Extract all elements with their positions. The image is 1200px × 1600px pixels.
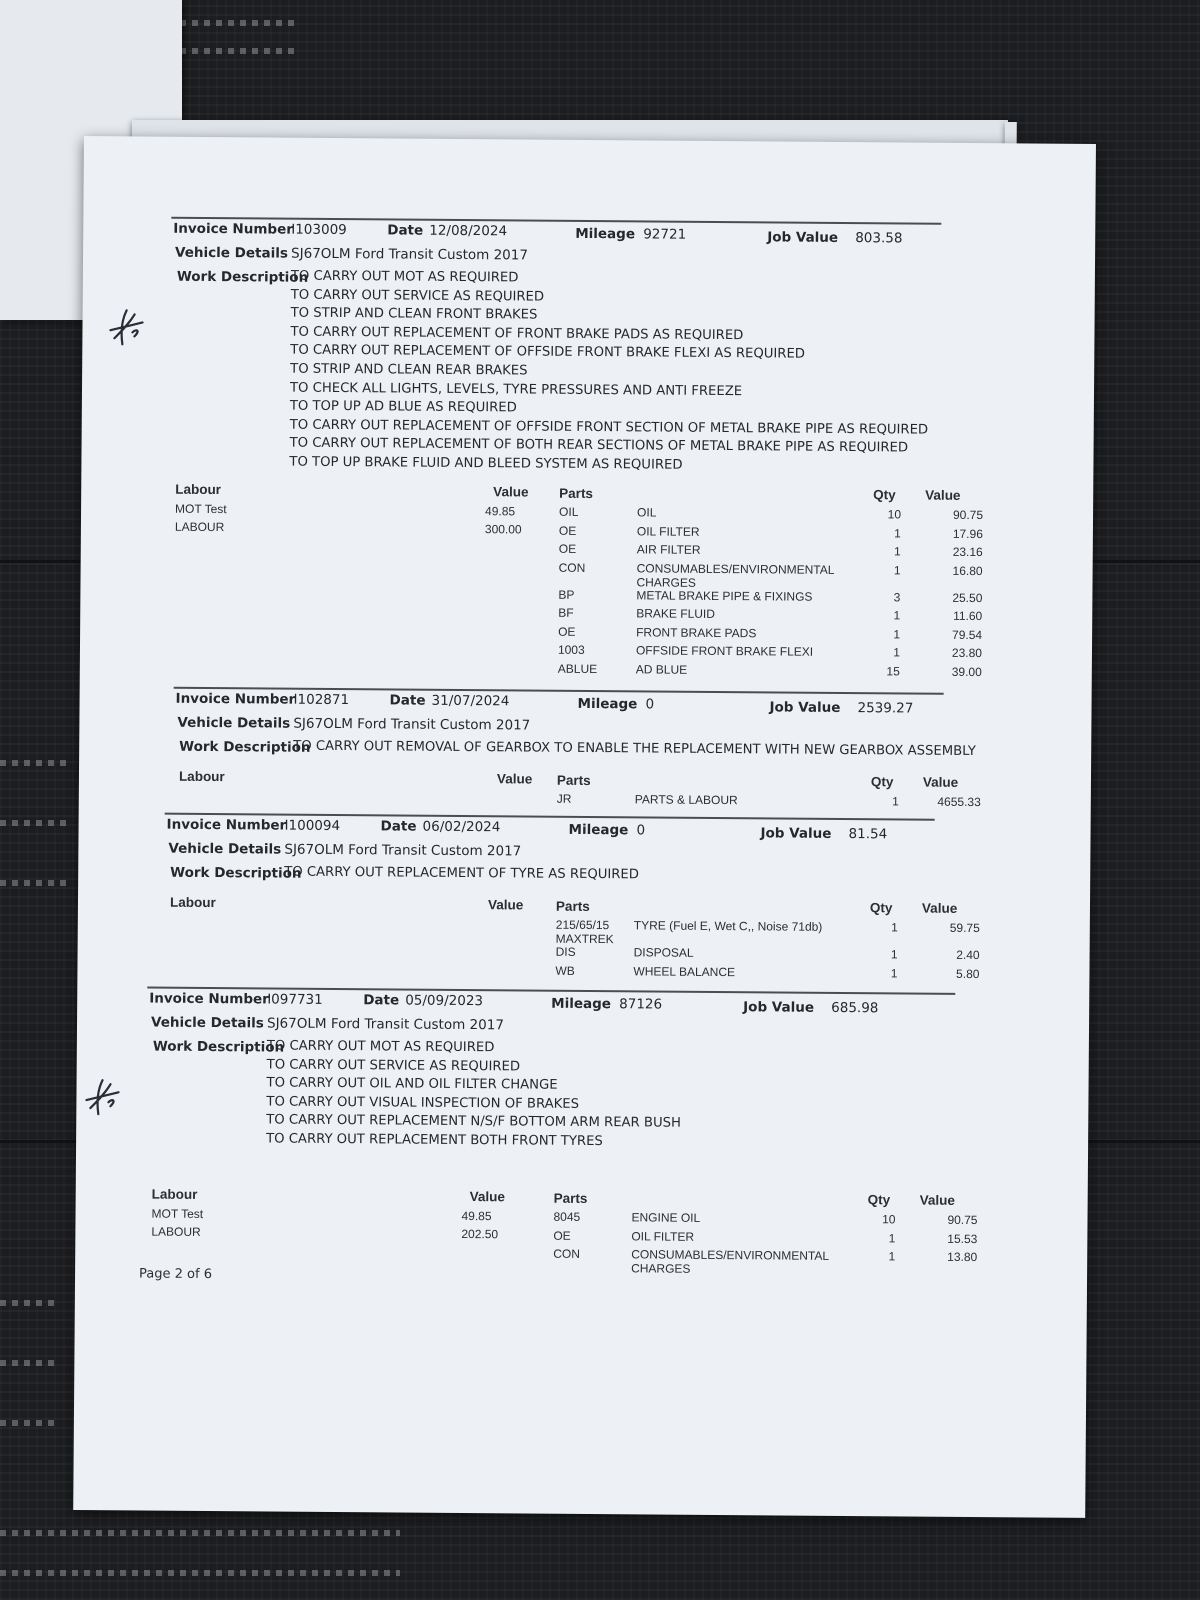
mileage-label: Mileage xyxy=(575,225,636,243)
part-value: 5.80 xyxy=(956,966,980,981)
invoice-number: I103009 xyxy=(291,221,347,239)
work-description-line: TO TOP UP BRAKE FLUID AND BLEED SYSTEM AS REQUIRED xyxy=(289,454,683,473)
job-value: 803.58 xyxy=(855,230,903,247)
vehicle-details-label: Vehicle Details xyxy=(150,1014,264,1032)
part-value: 17.96 xyxy=(952,526,983,541)
labour-value-header: Value xyxy=(487,897,524,913)
work-description-line: TO CARRY OUT OIL AND OIL FILTER CHANGE xyxy=(266,1075,558,1093)
part-code: CON xyxy=(558,560,586,575)
part-description: WHEEL BALANCE xyxy=(633,963,736,979)
part-value: 23.16 xyxy=(952,544,983,560)
part-value: 16.80 xyxy=(952,563,983,578)
work-description-line: TO CARRY OUT REPLACEMENT OF OFFSIDE FRONT BRAKE FLEXI AS REQUIRED xyxy=(290,343,806,363)
work-description-label: Work Description xyxy=(170,864,302,882)
job-value-label: Job Value xyxy=(743,999,815,1016)
part-description: CONSUMABLES/ENVIRONMENTAL xyxy=(636,560,835,577)
work-description-label: Work Description xyxy=(152,1038,285,1056)
part-qty: 1 xyxy=(888,1249,896,1264)
work-description-line: TO CARRY OUT REPLACEMENT N/S/F BOTTOM ARM REAR BUSH xyxy=(266,1112,681,1132)
part-value: 59.75 xyxy=(949,920,980,936)
part-code: OE xyxy=(558,523,577,538)
part-qty: 1 xyxy=(891,920,898,935)
invoice-date: 05/09/2023 xyxy=(405,992,484,1010)
labour-item-name: LABOUR xyxy=(174,519,225,535)
part-qty: 1 xyxy=(894,544,901,559)
parts-header: Parts xyxy=(555,898,590,914)
vehicle-details: SJ67OLM Ford Transit Custom 2017 xyxy=(293,715,531,734)
part-description: BRAKE FLUID xyxy=(636,606,716,621)
labour-header: Labour xyxy=(175,481,222,498)
seat-stitching xyxy=(0,1300,60,1306)
invoice-number: I100094 xyxy=(284,817,341,835)
part-description: PARTS & LABOUR xyxy=(634,792,738,808)
invoice-date: 31/07/2024 xyxy=(431,692,510,710)
date-label: Date xyxy=(389,692,426,709)
invoice-number: I097731 xyxy=(267,991,323,1008)
mileage-value: 0 xyxy=(645,696,655,713)
vehicle-details-label: Vehicle Details xyxy=(177,714,291,732)
work-description-line: TO CARRY OUT REMOVAL OF GEARBOX TO ENABLE THE REPLACEMENT WITH NEW GEARBOX ASSEMBLY xyxy=(293,738,976,760)
part-description: DISPOSAL xyxy=(633,945,694,960)
seat-stitching xyxy=(180,20,300,26)
part-qty: 10 xyxy=(882,1212,896,1227)
seat-stitching xyxy=(0,1530,400,1536)
value-header: Value xyxy=(919,1192,956,1208)
work-description-line: TO CARRY OUT REPLACEMENT OF TYRE AS REQUIRED xyxy=(284,864,640,883)
part-qty: 1 xyxy=(892,794,899,809)
work-description-line: TO CARRY OUT VISUAL INSPECTION OF BRAKES xyxy=(266,1094,580,1112)
job-value-label: Job Value xyxy=(769,699,841,716)
part-description: AD BLUE xyxy=(635,661,688,677)
mileage-value: 0 xyxy=(636,822,646,839)
part-qty: 3 xyxy=(893,589,901,604)
part-code: DIS xyxy=(555,944,576,959)
invoice-number-label: Invoice Number xyxy=(166,816,287,834)
mileage-label: Mileage xyxy=(551,995,612,1013)
labour-item-name: MOT Test xyxy=(151,1206,204,1221)
work-description-line: TO STRIP AND CLEAN REAR BRAKES xyxy=(290,361,528,379)
labour-item-name: MOT Test xyxy=(175,501,227,517)
work-description-line: TO CARRY OUT SERVICE AS REQUIRED xyxy=(290,287,545,305)
part-qty: 1 xyxy=(888,1230,896,1245)
vehicle-details-label: Vehicle Details xyxy=(168,840,282,858)
labour-item-value: 49.85 xyxy=(485,504,516,519)
part-value: 2.40 xyxy=(956,947,980,963)
mileage-label: Mileage xyxy=(568,821,629,839)
part-description: TYRE (Fuel E, Wet C,, Noise 71db) xyxy=(633,918,823,934)
part-qty: 15 xyxy=(886,663,900,678)
seat-stitching xyxy=(0,760,70,766)
work-description-line: TO CARRY OUT SERVICE AS REQUIRED xyxy=(266,1057,521,1075)
part-value: 13.80 xyxy=(947,1249,978,1265)
part-description-line2: CHARGES xyxy=(636,574,696,590)
labour-item-value: 202.50 xyxy=(461,1226,499,1242)
parts-header: Parts xyxy=(559,485,594,502)
part-value: 90.75 xyxy=(947,1212,978,1228)
work-description-line: TO CARRY OUT REPLACEMENT BOTH FRONT TYRES xyxy=(266,1131,603,1150)
part-value: 25.50 xyxy=(952,590,983,605)
work-description-line: TO STRIP AND CLEAN FRONT BRAKES xyxy=(290,305,538,323)
labour-value-header: Value xyxy=(496,771,533,787)
part-description: OIL FILTER xyxy=(636,523,700,539)
qty-header: Qty xyxy=(867,1192,891,1208)
parts-header: Parts xyxy=(553,1190,588,1206)
invoice-number: I102871 xyxy=(293,691,350,709)
job-value: 685.98 xyxy=(831,999,879,1017)
invoice-number-label: Invoice Number xyxy=(175,690,296,708)
job-value: 2539.27 xyxy=(857,700,914,717)
value-header: Value xyxy=(922,774,959,790)
qty-header: Qty xyxy=(870,774,894,790)
qty-header: Qty xyxy=(869,900,893,916)
part-qty: 10 xyxy=(887,507,902,522)
part-description: OIL xyxy=(637,505,657,520)
job-value-label: Job Value xyxy=(767,229,839,246)
job-value-label: Job Value xyxy=(760,825,832,842)
part-value: 11.60 xyxy=(953,608,983,624)
part-code-line2: MAXTREK xyxy=(555,931,614,947)
part-description: CONSUMABLES/ENVIRONMENTAL xyxy=(631,1247,830,1263)
page-number: Page 2 of 6 xyxy=(139,1266,213,1283)
part-code: 215/65/15 xyxy=(555,917,610,933)
part-code: OIL xyxy=(559,504,579,519)
value-header: Value xyxy=(921,900,958,916)
part-code: BP xyxy=(558,587,575,602)
invoice-date: 06/02/2024 xyxy=(422,818,501,836)
labour-header: Labour xyxy=(178,768,225,785)
seat-stitching xyxy=(180,48,300,54)
labour-item-value: 300.00 xyxy=(484,522,522,537)
seat-stitching xyxy=(0,820,70,826)
part-description: AIR FILTER xyxy=(636,542,701,557)
part-qty: 1 xyxy=(893,562,901,577)
invoice-history-page xyxy=(73,136,1096,1518)
part-code: BF xyxy=(558,605,574,620)
part-code: JR xyxy=(556,791,572,806)
vehicle-details: SJ67OLM Ford Transit Custom 2017 xyxy=(291,245,529,264)
part-code: 8045 xyxy=(553,1209,581,1224)
part-description: ENGINE OIL xyxy=(631,1210,701,1225)
part-description-line2: CHARGES xyxy=(631,1261,691,1276)
part-code: OE xyxy=(558,624,576,639)
seat-stitching xyxy=(0,1570,400,1576)
part-description: FRONT BRAKE PADS xyxy=(636,624,757,640)
work-description-line: TO CARRY OUT REPLACEMENT OF FRONT BRAKE PADS AS REQUIRED xyxy=(290,324,744,343)
mileage-label: Mileage xyxy=(577,695,638,713)
labour-value-header: Value xyxy=(493,484,529,500)
invoice-block xyxy=(73,136,1096,1518)
part-value: 4655.33 xyxy=(937,794,981,810)
work-description-line: TO CARRY OUT MOT AS REQUIRED xyxy=(290,268,519,286)
vehicle-details-label: Vehicle Details xyxy=(175,244,288,262)
labour-value-header: Value xyxy=(469,1189,506,1205)
part-description: METAL BRAKE PIPE & FIXINGS xyxy=(636,587,813,604)
seat-stitching xyxy=(0,1420,60,1426)
date-label: Date xyxy=(380,818,417,835)
part-qty: 1 xyxy=(893,645,901,660)
part-value: 15.53 xyxy=(947,1231,978,1246)
labour-header: Labour xyxy=(169,894,216,911)
part-qty: 1 xyxy=(893,608,901,623)
seat-stitching xyxy=(0,880,70,886)
invoice-number-label: Invoice Number xyxy=(173,220,293,238)
part-code: OE xyxy=(558,541,577,556)
signature-initials-icon xyxy=(80,1074,124,1118)
part-code: ABLUE xyxy=(557,661,598,676)
part-code: WB xyxy=(555,963,575,978)
labour-item-name: LABOUR xyxy=(151,1224,201,1239)
vehicle-details: SJ67OLM Ford Transit Custom 2017 xyxy=(266,1015,505,1034)
part-description: OIL FILTER xyxy=(631,1228,695,1244)
work-description-line: TO CHECK ALL LIGHTS, LEVELS, TYRE PRESSURES AND ANTI FREEZE xyxy=(289,380,743,399)
work-description-label: Work Description xyxy=(179,738,311,756)
work-description-line: TO CARRY OUT REPLACEMENT OF BOTH REAR SECTIONS OF METAL BRAKE PIPE AS REQUIRED xyxy=(289,436,909,456)
labour-item-value: 49.85 xyxy=(461,1208,492,1224)
part-description: OFFSIDE FRONT BRAKE FLEXI xyxy=(635,643,814,659)
job-value: 81.54 xyxy=(848,826,888,843)
part-value: 39.00 xyxy=(951,664,982,679)
part-code: CON xyxy=(553,1246,580,1261)
qty-header: Qty xyxy=(873,487,896,503)
parts-header: Parts xyxy=(556,772,591,788)
mileage-value: 92721 xyxy=(643,226,687,243)
work-description-line: TO TOP UP AD BLUE AS REQUIRED xyxy=(289,398,517,416)
part-qty: 1 xyxy=(894,525,901,540)
part-qty: 1 xyxy=(890,947,898,962)
labour-header: Labour xyxy=(151,1186,198,1202)
date-label: Date xyxy=(387,222,424,239)
invoice-date: 12/08/2024 xyxy=(429,222,508,240)
work-description-line: TO CARRY OUT MOT AS REQUIRED xyxy=(266,1038,495,1056)
mileage-value: 87126 xyxy=(619,996,663,1013)
seat-stitching xyxy=(0,1360,60,1366)
part-value: 79.54 xyxy=(952,627,983,642)
part-qty: 1 xyxy=(890,965,898,980)
part-code: 1003 xyxy=(557,642,585,657)
vehicle-details: SJ67OLM Ford Transit Custom 2017 xyxy=(284,841,522,860)
part-value: 90.75 xyxy=(952,507,984,523)
invoice-number-label: Invoice Number xyxy=(149,990,269,1008)
part-code: OE xyxy=(553,1228,571,1243)
part-value: 23.80 xyxy=(951,645,983,661)
part-qty: 1 xyxy=(893,626,901,641)
date-label: Date xyxy=(363,992,400,1009)
value-header: Value xyxy=(925,487,961,503)
work-description-line: TO CARRY OUT REPLACEMENT OF OFFSIDE FRONT SECTION OF METAL BRAKE PIPE AS REQUIRED xyxy=(289,417,929,438)
work-description-label: Work Description xyxy=(176,268,309,286)
